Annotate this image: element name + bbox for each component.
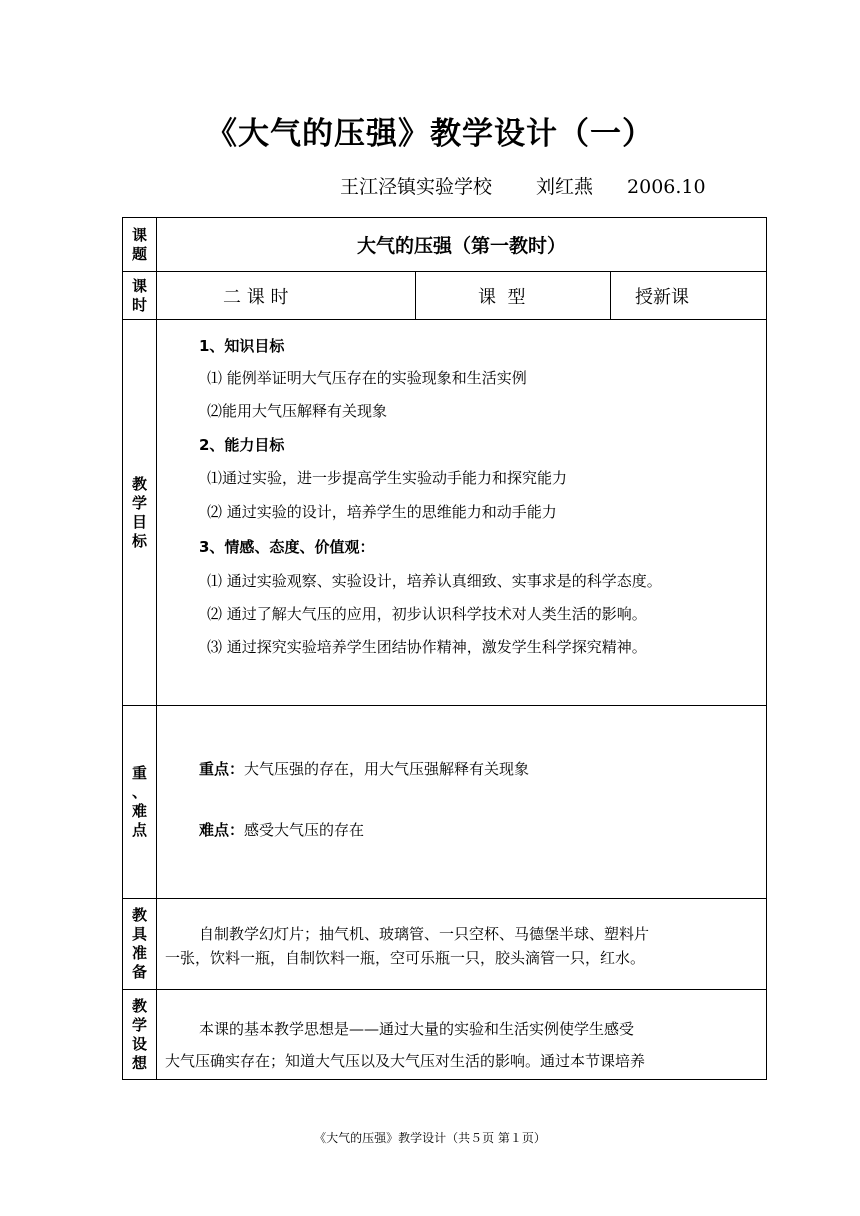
document-title: 《大气的压强》教学设计（一）: [206, 116, 654, 152]
key-points-label: 重 、 难 点: [123, 706, 157, 899]
topic-value: 大气的压强（第一教时）: [157, 218, 767, 272]
hours-value: 二 课 时: [157, 272, 416, 320]
objectives-row: [123, 320, 767, 706]
hours-label: 课 时: [123, 272, 157, 320]
tools-row: [123, 899, 767, 990]
emotion-heading: 3、情感、态度、价值观：: [199, 538, 375, 556]
hours-row: [123, 272, 767, 320]
lesson-plan-table: [122, 217, 767, 1080]
key-points-content: [157, 706, 767, 899]
key-points-row: [123, 706, 767, 899]
difficult-point: 难点：感受大气压的存在: [199, 821, 365, 839]
byline: [340, 172, 706, 199]
objective-item: ⑴通过实验，进一步提高学生实验动手能力和探究能力: [207, 469, 568, 487]
design-content: [157, 990, 767, 1080]
ability-heading: 2、能力目标: [199, 436, 285, 454]
objective-item: ⑴ 通过实验观察、实验设计，培养认真细致、实事求是的科学态度。: [207, 572, 662, 590]
objective-item: ⑶ 通过探究实验培养学生团结协作精神，激发学生科学探究精神。: [207, 638, 647, 656]
design-row: [123, 990, 767, 1080]
objectives-label: 教 学 目 标: [123, 320, 157, 706]
page-footer: 《大气的压强》教学设计（共５页 第１页）: [314, 1131, 546, 1145]
objectives-content: [157, 320, 767, 706]
tools-line: 自制教学幻灯片；抽气机、玻璃管、一只空杯、马德堡半球、塑料片: [199, 925, 650, 943]
tools-label: 教 具 准 备: [123, 899, 157, 990]
objective-item: ⑵能用大气压解释有关现象: [207, 402, 388, 420]
author-name: 刘红燕: [536, 176, 594, 198]
lesson-type-value: 授新课: [611, 272, 767, 320]
key-point: 重点：大气压强的存在，用大气压强解释有关现象: [199, 760, 530, 778]
tools-content: [157, 899, 767, 990]
topic-label: 课 题: [123, 218, 157, 272]
school-name: 王江泾镇实验学校: [340, 176, 493, 198]
lesson-type-label: 课 型: [416, 272, 611, 320]
document-date: 2006.10: [627, 176, 706, 198]
design-label: 教 学 设 想: [123, 990, 157, 1080]
knowledge-heading: 1、知识目标: [199, 337, 285, 355]
tools-line: 一张，饮料一瓶，自制饮料一瓶，空可乐瓶一只，胶头滴管一只，红水。: [165, 949, 646, 967]
objective-item: ⑴ 能例举证明大气压存在的实验现象和生活实例: [207, 369, 527, 387]
topic-row: [123, 218, 767, 272]
objective-item: ⑵ 通过实验的设计，培养学生的思维能力和动手能力: [207, 503, 557, 521]
design-line: 大气压确实存在；知道大气压以及大气压对生活的影响。通过本节课培养: [165, 1052, 646, 1070]
objective-item: ⑵ 通过了解大气压的应用，初步认识科学技术对人类生活的影响。: [207, 605, 647, 623]
design-line: 本课的基本教学思想是——通过大量的实验和生活实例使学生感受: [199, 1020, 635, 1038]
